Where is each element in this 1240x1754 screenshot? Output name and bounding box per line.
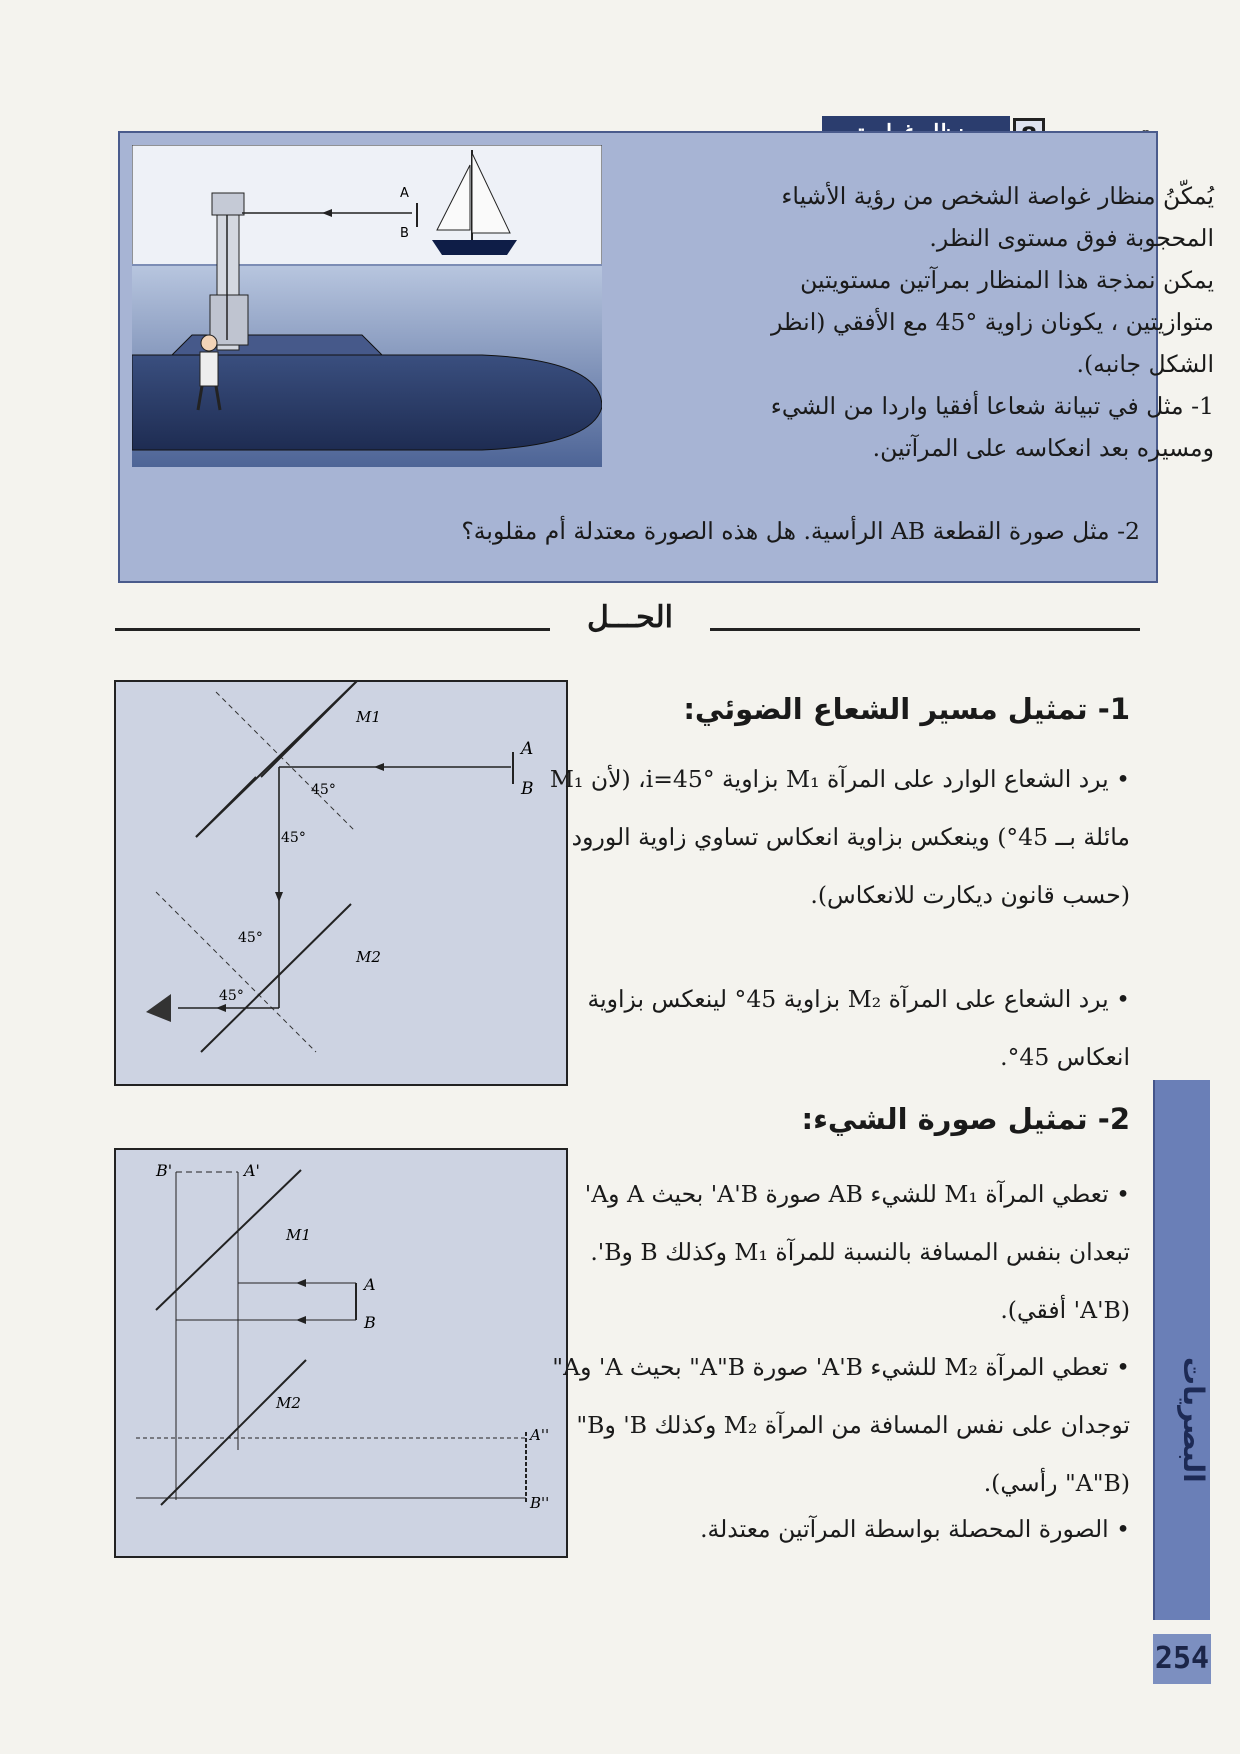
fig2-label-b-double: B'': [530, 1494, 550, 1512]
section-1-title: 1- تمثيل مسير الشعاع الضوئي:: [683, 692, 1130, 726]
exercise-paragraph: يُمكّنُ منظار غواصة الشخص من رؤية الأشياء المحجوبة فوق مستوى النظر.: [781, 182, 1214, 252]
fig1-label-a: A: [521, 739, 534, 759]
fig1-angle: 45°: [311, 782, 336, 798]
solution-heading: الحـــل: [550, 600, 710, 635]
section-2-bullet: • الصورة المحصلة بواسطة المرآتين معتدلة.: [700, 1515, 1130, 1543]
exercise-question: 1- مثل في تبيانة شعاعا أفقيا واردا من الشيء ومسيره بعد انعكاسه على المرآتين.: [770, 392, 1214, 462]
fig2-label-b-prime: B': [156, 1161, 173, 1180]
fig2-label-m1: M1: [286, 1226, 311, 1244]
image-construction-figure: [114, 1148, 568, 1558]
fig2-label-a-prime: A': [244, 1161, 260, 1180]
fig1-label-b: B: [521, 779, 534, 799]
fig2-label-m2: M2: [276, 1394, 301, 1412]
fig1-label-m1: M1: [356, 708, 381, 726]
section-1-bullet: • يرد الشعاع على المرآة M₂ بزاوية 45° لينعكس بزاوية انعكاس 45°.: [587, 985, 1130, 1071]
eye-icon: [146, 994, 171, 1022]
exercise-question: 2- مثل صورة القطعة AB الرأسية. هل هذه الصورة معتدلة أم مقلوبة؟: [461, 517, 1140, 545]
fig2-label-a: A: [364, 1275, 376, 1294]
fig1-angle: 45°: [238, 930, 263, 946]
section-2-bullet: • تعطي المرآة M₂ للشيء A'B' صورة A"B" بحيث A' وA" توجدان على نفس المسافة من المرآة M₂ وكذلك B' وB" (A"B" رأسي).: [552, 1353, 1130, 1497]
section-2-title: 2- تمثيل صورة الشيء:: [801, 1102, 1130, 1136]
exercise-paragraph: يمكن نمذجة هذا المنظار بمرآتين مستويتين متوازيتين ، يكونان زاوية °45 مع الأفقي (انظر الشكل جانبه).: [770, 266, 1214, 378]
ray-path-figure: [114, 680, 568, 1086]
page-number: 254: [1153, 1634, 1211, 1684]
fig1-label-m2: M2: [356, 948, 381, 966]
fig1-angle: 45°: [219, 988, 244, 1004]
illus-label-a: A: [400, 186, 409, 201]
exercise-statement: [714, 175, 1214, 469]
fig1-angle: 45°: [281, 830, 306, 846]
chapter-label: البصريات: [1177, 1357, 1210, 1483]
section-1-bullet: • يرد الشعاع الوارد على المرآة M₁ بزاوية i=45°، (لأن M₁ مائلة بــ 45°) وينعكس بزاوية انعكاس تساوي زاوية الورود (حسب قانون ديكارت للانعكاس).: [549, 765, 1130, 909]
chapter-side-tab: [1153, 1080, 1210, 1620]
periscope-illustration: [132, 145, 602, 467]
section-2-bullet: • تعطي المرآة M₁ للشيء AB صورة A'B' بحيث A وA' تبعدان بنفس المسافة بالنسبة للمرآة M₁ وكذلك B وB'. (A'B' أفقي).: [584, 1180, 1130, 1324]
illus-label-b: B: [400, 226, 409, 241]
fig2-label-a-double: A'': [530, 1426, 550, 1444]
fig2-label-b: B: [364, 1313, 376, 1332]
